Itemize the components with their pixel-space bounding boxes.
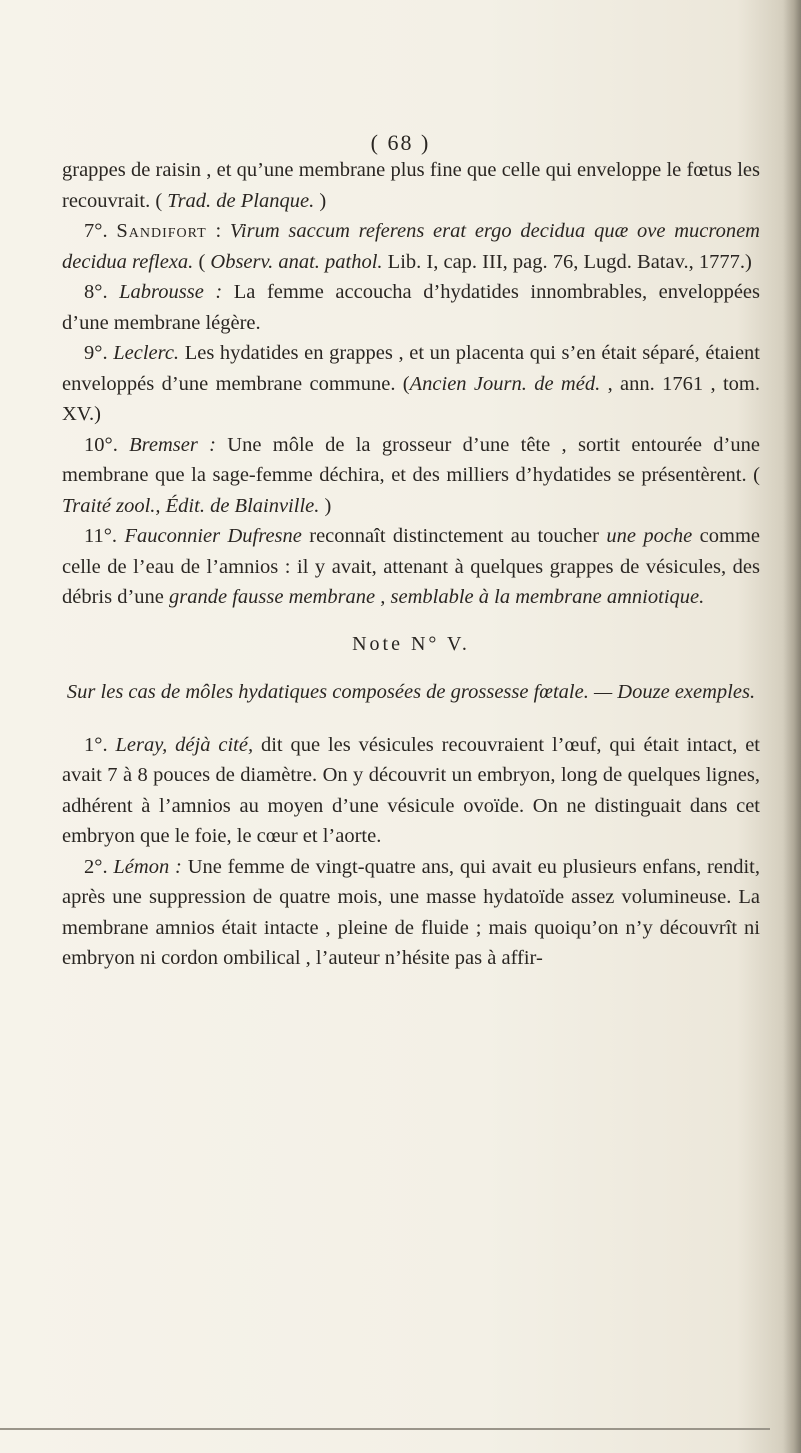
paragraph-8 [62,277,760,338]
citation: Traité zool., Édit. de Blainville. [62,494,320,517]
paragraph-11 [62,521,760,613]
page-edge-shadow [783,0,801,1453]
text: comme celle de l’eau de l’amnios : il y avait, attenant à quelques grappes de vésicules, des débris d’une [62,525,761,608]
item-number: 7°. [84,220,117,242]
author-name: Leclerc. [113,342,180,364]
emphasis: grande fausse membrane , semblable à la membrane amniotique. [169,586,705,608]
text: ) [314,189,327,212]
text: dit que les vésicules recouvraient l’œuf, qui était intact, et avait 7 à 8 pouces de diamètre. On y découvrit un embryon, long de quelques lignes, adhérent à l’amnios au moyen d’une vésicule ovoïde. On ne distinguait dans cet embryon que le foie, le cœur et l’aorte. [62,733,760,847]
paragraph-9 [62,338,760,430]
paragraph-7 [62,216,760,277]
text: , ann. 1761 , tom. XV.) [62,372,760,425]
author-name: Fauconnier Dufresne [124,525,302,547]
text: Lib. I, cap. III, pag. 76, Lugd. Batav., 1777.) [382,250,752,273]
author-name: Leray, déjà cité, [115,733,254,756]
citation: Observ. anat. pathol. [210,250,383,273]
bottom-rule [0,1428,770,1430]
text: ) [319,494,332,517]
paragraph-note-1 [62,730,760,852]
emphasis: une poche [606,525,693,547]
author-name: Bremser : [129,433,216,456]
text: reconnaît distinctement au toucher [301,525,607,547]
note-title: Note N° V. [352,632,470,655]
item-number: 8°. [84,281,120,303]
text: La femme accoucha d’hydatides innombrables, enveloppées d’une membrane légère. [62,281,760,334]
item-number: 1°. [84,733,116,756]
paragraph-continuation [62,155,760,216]
text: : [206,220,230,242]
paragraph-note-2 [62,852,760,974]
body-text [62,155,760,974]
author-name: Lémon : [113,855,182,878]
text: Une môle de la grosseur d’une tête , sortit entourée d’une membrane que la sage-femme déchira, et des milliers d’hydatides se présentèrent. ( [62,433,760,486]
item-number: 11°. [84,525,125,547]
latin-quote: Virum saccum referens erat ergo decidua quæ ove mucronem decidua reflexa. [62,220,760,273]
page-number: ( 68 ) [370,130,431,155]
text: Une femme de vingt-quatre ans, qui avait eu plusieurs enfans, rendit, après une suppression de quatre mois, une masse hydatoïde assez volumineuse. La membrane amnios était intacte , pleine de fluide ; mais quoiqu’on n’y découvrît ni embryon ni cordon ombilical , l’auteur n’hésite pas à affir- [62,855,760,969]
text: grappes de raisin , et qu’une membrane plus fine que celle qui enveloppe le fœtus les recouvrait. ( [62,159,760,212]
item-number: 10°. [84,433,130,456]
author-name: Labrousse : [119,281,223,303]
citation: Trad. de Planque. [167,189,315,212]
text: ( [193,250,211,273]
item-number: 2°. [84,855,114,878]
author-name: Sandifort [116,220,207,242]
item-number: 9°. [84,342,114,364]
text: Les hydatides en grappes , et un placenta qui s’en était séparé, étaient enveloppés d’une membrane commune. ( [62,342,761,395]
note-subtitle: Sur les cas de môles hydatiques composées de grossesse fœtale. — Douze exemples. [66,681,756,703]
citation: Ancien Journ. de méd. [409,372,601,395]
paragraph-10 [62,430,760,522]
